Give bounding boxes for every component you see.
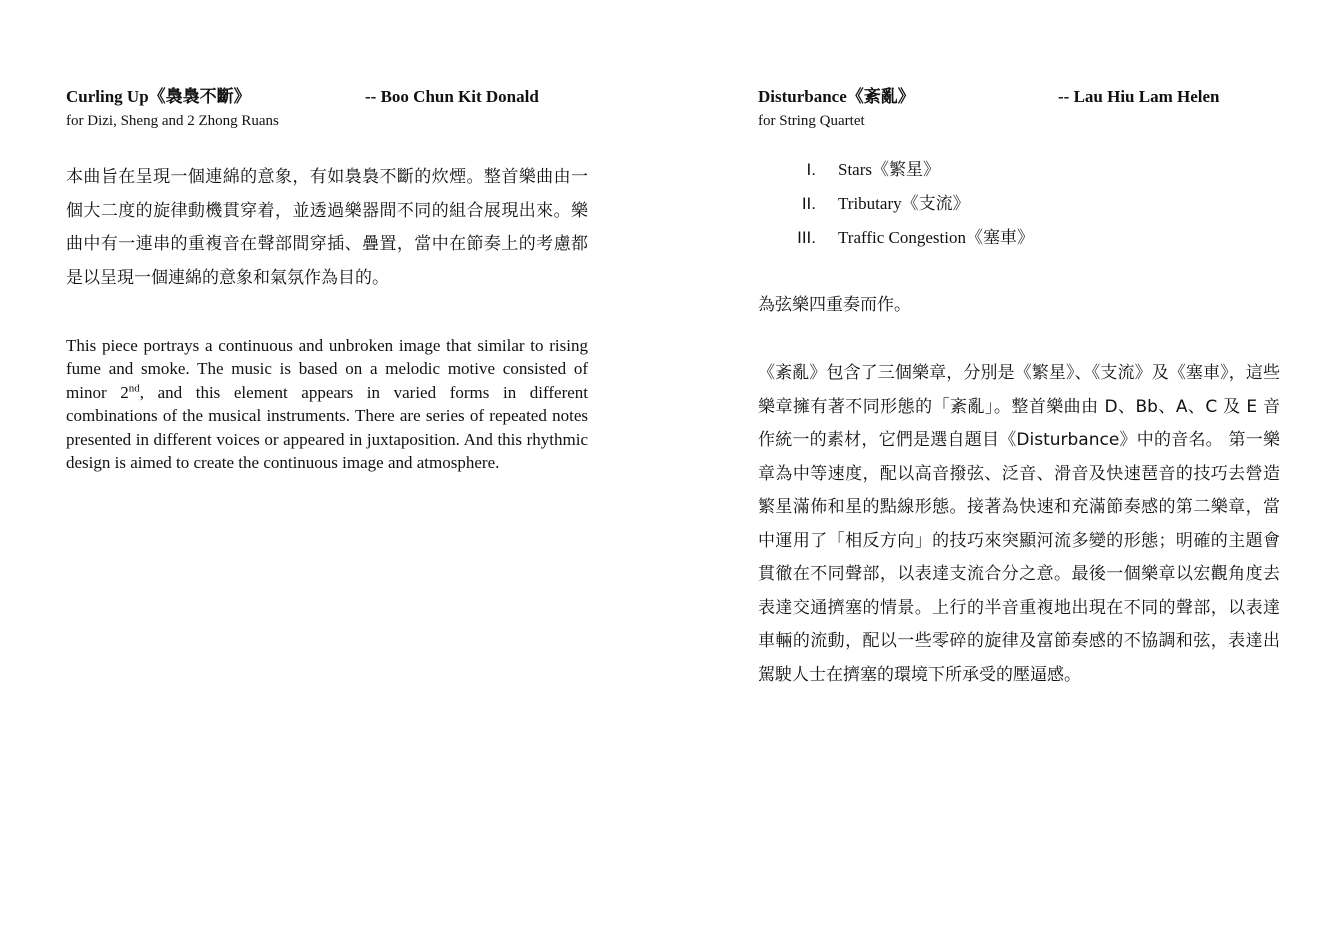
movement-item bbox=[758, 221, 1280, 255]
right-program-note bbox=[758, 84, 1280, 692]
movement-item bbox=[758, 153, 1280, 187]
movement-title: Traffic Congestion《塞車》 bbox=[838, 228, 1034, 247]
instrumentation: for String Quartet bbox=[758, 113, 865, 129]
left-title-row bbox=[66, 84, 588, 110]
left-program-note bbox=[66, 84, 588, 474]
composer-name: -- Boo Chun Kit Donald bbox=[365, 87, 539, 106]
description-english-part2: , and this element appears in varied forms in different combinations of the musical instruments. There are series of repeated notes presented in different voices or appeared in juxtaposition. And this rhythmic design is aimed to create the continuous image and atmosphere. bbox=[66, 382, 589, 473]
movement-number: II. bbox=[801, 194, 816, 213]
description-english bbox=[66, 334, 588, 474]
description-english-part1: This piece portrays a continuous and unbroken image that similar to rising fume and smoke. The music is based on a melodic motive consisted of minor 2 bbox=[66, 336, 588, 402]
movement-list bbox=[758, 153, 1280, 255]
right-title-row bbox=[758, 84, 1280, 110]
movement-title: Tributary《支流》 bbox=[838, 194, 970, 213]
movement-number: III. bbox=[797, 228, 816, 247]
piece-title: Disturbance《紊亂》 bbox=[758, 87, 915, 106]
movement-number: I. bbox=[806, 160, 816, 179]
movement-item bbox=[758, 187, 1280, 221]
dedication-chinese: 為弦樂四重奏而作。 bbox=[758, 295, 911, 315]
description-chinese: 《紊亂》包含了三個樂章，分別是《繁星》、《支流》及《塞車》，這些樂章擁有著不同形態的「紊亂」。整首樂曲由 D、Bb、A、C 及 E 音作統一的素材，它們是選自題目《Disturbance》中的音名。 第一樂章為中等速度，配以高音撥弦、泛音、滑音及快速琶音的技巧去營造繁星滿佈和星的點線形態。接著為快速和充滿節奏感的第二樂章，當中運用了「相反方向」的技巧來突顯河流多變的形態；明確的主題會貫徹在不同聲部，以表達支流合分之意。最後一個樂章以宏觀角度去表達交通擠塞的情景。上行的半音重複地出現在不同的聲部，以表達車輛的流動，配以一些零碎的旋律及富節奏感的不協調和弦，表達出駕駛人士在擠塞的環境下所承受的壓逼感。 bbox=[758, 363, 1280, 685]
description-chinese: 本曲旨在呈現一個連綿的意象，有如裊裊不斷的炊煙。整首樂曲由一個大二度的旋律動機貫穿着，並透過樂器間不同的組合展現出來。樂曲中有一連串的重複音在聲部間穿插、疊置，當中在節奏上的考慮都是以呈現一個連綿的意象和氣氛作為目的。 bbox=[66, 167, 588, 288]
movement-title: Stars《繁星》 bbox=[838, 160, 940, 179]
composer-name: -- Lau Hiu Lam Helen bbox=[1058, 87, 1220, 106]
ordinal-superscript: nd bbox=[128, 382, 140, 395]
instrumentation: for Dizi, Sheng and 2 Zhong Ruans bbox=[66, 113, 279, 129]
piece-title: Curling Up《裊裊不斷》 bbox=[66, 87, 251, 106]
